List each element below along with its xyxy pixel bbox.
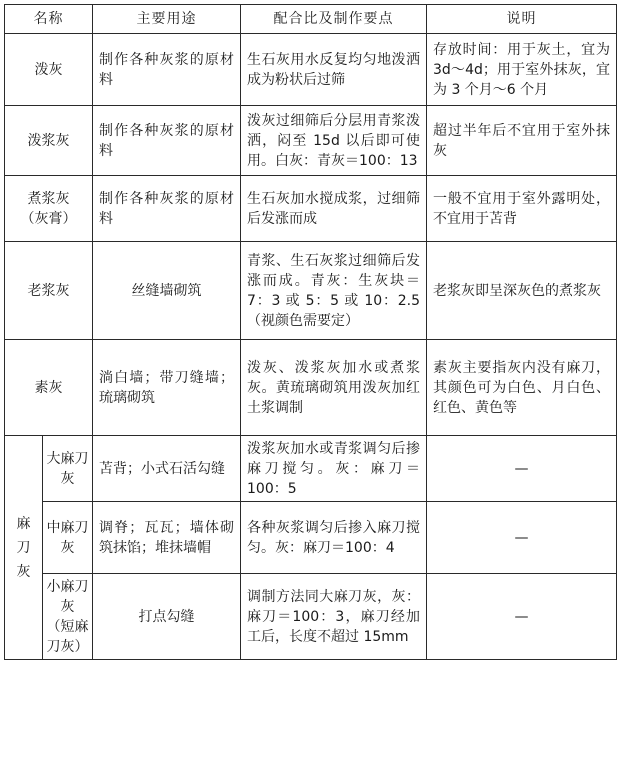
row-note: — — [427, 436, 617, 502]
row-usage: 制作各种灰浆的原材料 — [93, 106, 241, 176]
table-row — [5, 242, 617, 340]
row-name-sub: （灰膏） — [20, 210, 77, 227]
subrow-name: 中麻刀灰 — [43, 502, 93, 574]
row-note: — — [427, 502, 617, 574]
row-note: 超过半年后不宜用于室外抹灰 — [427, 106, 617, 176]
row-mix: 生石灰用水反复均匀地泼洒成为粉状后过筛 — [241, 34, 427, 106]
row-note: 一般不宜用于室外露明处，不宜用于苫背 — [427, 176, 617, 242]
header-note: 说明 — [427, 5, 617, 34]
table-row — [5, 106, 617, 176]
subrow-name-sub: （短麻刀灰） — [46, 618, 89, 655]
row-name: 煮浆灰 — [27, 190, 70, 207]
row-mix: 调制方法同大麻刀灰，灰：麻刀＝100：3，麻刀经加工后，长度不超过 15mm — [241, 574, 427, 660]
row-name: 泼灰 — [5, 34, 93, 106]
row-mix: 青浆、生石灰浆过细筛后发涨而成。青灰：生灰块＝7：3 或 5：5 或 10：2.5（视颜色需要定） — [241, 242, 427, 340]
group-name: 麻刀灰 — [16, 515, 31, 580]
row-mix: 生石灰加水搅成浆，过细筛后发涨而成 — [241, 176, 427, 242]
table-row — [5, 502, 617, 574]
row-usage: 调脊；瓦瓦；墙体砌筑抹馅；堆抹墙帽 — [93, 502, 241, 574]
row-usage: 打点勾缝 — [93, 574, 241, 660]
table-row — [5, 34, 617, 106]
row-name: 泼浆灰 — [5, 106, 93, 176]
table-row — [5, 340, 617, 436]
row-name-cell — [5, 176, 93, 242]
table-header-row — [5, 5, 617, 34]
row-mix: 泼灰过细筛后分层用青浆泼洒，闷至 15d 以后即可使用。白灰：青灰＝100：13 — [241, 106, 427, 176]
header-mix: 配合比及制作要点 — [241, 5, 427, 34]
row-usage: 制作各种灰浆的原材料 — [93, 176, 241, 242]
row-name: 素灰 — [5, 340, 93, 436]
row-usage: 苫背；小式石活勾缝 — [93, 436, 241, 502]
row-mix: 泼灰、泼浆灰加水或煮浆灰。黄琉璃砌筑用泼灰加红土浆调制 — [241, 340, 427, 436]
group-name-cell — [5, 436, 43, 660]
subrow-name: 大麻刀灰 — [43, 436, 93, 502]
subrow-name: 小麻刀灰 — [46, 578, 89, 615]
lime-mortar-table — [4, 4, 617, 660]
row-usage: 丝缝墙砌筑 — [93, 242, 241, 340]
row-mix: 各种灰浆调匀后掺入麻刀搅匀。灰：麻刀＝100：4 — [241, 502, 427, 574]
row-note: 素灰主要指灰内没有麻刀，其颜色可为白色、月白色、红色、黄色等 — [427, 340, 617, 436]
row-usage: 淌白墙；带刀缝墙；琉璃砌筑 — [93, 340, 241, 436]
subrow-name-cell — [43, 574, 93, 660]
table-row — [5, 436, 617, 502]
row-note: 老浆灰即呈深灰色的煮浆灰 — [427, 242, 617, 340]
row-mix: 泼浆灰加水或青浆调匀后掺麻刀搅匀。灰：麻刀＝100：5 — [241, 436, 427, 502]
table-row — [5, 176, 617, 242]
header-name: 名称 — [5, 5, 93, 34]
row-note: — — [427, 574, 617, 660]
header-usage: 主要用途 — [93, 5, 241, 34]
row-usage: 制作各种灰浆的原材料 — [93, 34, 241, 106]
row-name: 老浆灰 — [5, 242, 93, 340]
row-note: 存放时间：用于灰土，宜为 3d～4d；用于室外抹灰，宜为 3 个月～6 个月 — [427, 34, 617, 106]
table-row — [5, 574, 617, 660]
